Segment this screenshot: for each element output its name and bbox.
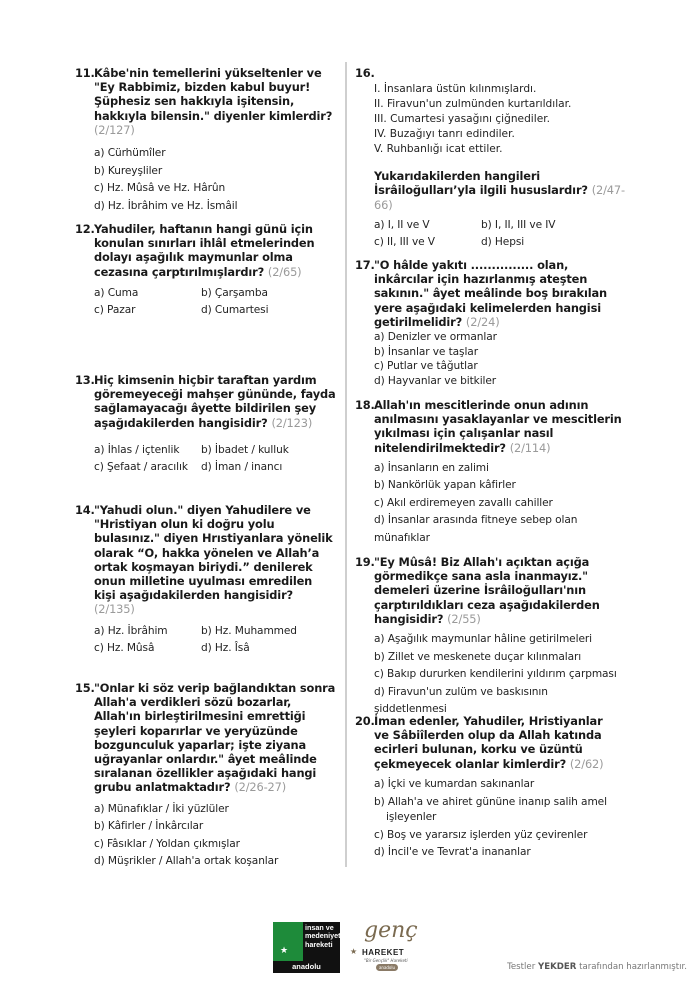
option-a[interactable]: a) Münafıklar / İki yüzlüler — [94, 802, 229, 815]
verse-reference: (2/114) — [509, 440, 551, 455]
verse-reference: (2/127) — [94, 122, 135, 137]
option-d[interactable]: d) Cumartesi — [201, 304, 269, 317]
option-d[interactable]: d) Hepsi — [481, 236, 525, 249]
option-a[interactable]: a) I, II ve V — [374, 218, 430, 231]
option-c[interactable]: c) Fâsıklar / Yoldan çıkmışlar — [94, 837, 240, 850]
question-14 — [75, 503, 337, 658]
credit-line: Testler YEKDER tarafından hazırlanmıştır. — [507, 962, 687, 972]
option-a[interactable]: a) Cürhümîler — [94, 147, 166, 160]
statement-2: II. Firavun'un zulmünden kurtarıldılar. — [374, 98, 572, 111]
option-c[interactable]: c) Boş ve yararsız işlerden yüz çevirenler — [374, 828, 588, 841]
question-15 — [75, 681, 337, 871]
verse-reference: (2/24) — [465, 314, 500, 329]
option-b[interactable]: b) İbadet / kulluk — [201, 443, 289, 456]
option-d[interactable]: d) Hz. Îsâ — [201, 642, 250, 655]
question-text: 19."Ey Mûsâ! Biz Allah'ı açıktan açığa görmedikçe sana asla inanmayız." demeleri üzerine İsrâiloğulları'nın çarptırıldıkları ceza aşağıdakilerden hangisidir? (2/55) — [355, 555, 600, 626]
star-icon: ★ — [350, 947, 358, 956]
option-a[interactable]: a) Denizler ve ormanlar — [374, 331, 497, 344]
option-c[interactable]: c) II, III ve V — [374, 236, 435, 249]
option-c[interactable]: c) Şefaat / aracılık — [94, 461, 188, 474]
question-text: 20.İman edenler, Yahudiler, Hristiyanlar ve Sâbiîlerden olup da Allah katında ecirleri bulunan, korku ve üzüntü çekmeyecek olanlar kimlerdir? (2/62) — [355, 714, 604, 771]
option-a[interactable]: a) Cuma — [94, 286, 139, 299]
option-b[interactable]: b) Zillet ve meskenete duçar kılınmaları — [374, 650, 582, 663]
verse-reference: (2/65) — [267, 264, 302, 279]
star-crescent-icon: ★ — [280, 945, 289, 956]
question-19 — [355, 555, 623, 719]
option-b[interactable]: b) İnsanlar ve taşlar — [374, 345, 478, 358]
question-text: 11.Kâbe'nin temellerini yükseltenler ve "Ey Rabbimiz, bizden kabul buyur! Şüphesiz sen hakkıyla işitensin, hakkıyla bilensin." diyenler kimlerdir? (2/127) — [75, 66, 333, 137]
option-c[interactable]: c) Pazar — [94, 304, 136, 317]
question-text: 13.Hiç kimsenin hiçbir taraftan yardım göremeyeceği mahşer gününde, fayda sağlamayacağı âyette bildirilen şey aşağıdakilerden hangisidir? (2/123) — [75, 373, 336, 430]
option-d[interactable]: d) İnsanlar arasında fitneye sebep olan münafıklar — [374, 514, 578, 544]
option-d[interactable]: d) İncil'e ve Tevrat'a inananlar — [374, 846, 531, 858]
question-text: 18.Allah'ın mescitlerinde onun adının anılmasını yasaklayanlar ve mescitlerin yıkılması için çalışanlar nasıl nitelendirilmektedir? (2/114) — [355, 398, 622, 455]
verse-reference: (2/123) — [271, 415, 313, 430]
option-c[interactable]: c) Hz. Mûsâ ve Hz. Hârûn — [94, 182, 226, 195]
option-a[interactable]: a) Aşağılık maymunlar hâline getirilmeleri — [374, 633, 592, 646]
statement-3: III. Cumartesi yasağını çiğnediler. — [374, 113, 550, 126]
question-text: 12.Yahudiler, haftanın hangi günü için konulan sınırları ihlâl etmelerinden dolayı aşağılık maymunlar olma cezasına çarptırılmışlardır? (2/65) — [75, 222, 315, 279]
option-d[interactable]: d) Müşrikler / Allah'a ortak koşanlar — [94, 855, 279, 868]
option-b[interactable]: b) Hz. Muhammed — [201, 624, 297, 637]
option-d[interactable]: d) İman / inancı — [201, 461, 283, 474]
statement-1: I. İnsanlara üstün kılınmışlardı. — [374, 83, 537, 96]
option-c[interactable]: c) Akıl erdiremeyen zavallı cahiller — [374, 496, 553, 509]
option-a[interactable]: a) İçki ve kumardan sakınanlar — [374, 777, 535, 790]
option-d[interactable]: d) Firavun'un zulüm ve baskısının şiddetlenmesi — [374, 685, 548, 716]
statement-5: V. Ruhbanlığı icat ettiler. — [374, 143, 503, 156]
column-divider — [345, 62, 347, 867]
statement-4: IV. Buzağıyı tanrı edindiler. — [374, 128, 515, 141]
question-11 — [75, 66, 337, 215]
verse-reference: (2/26-27) — [234, 780, 287, 795]
question-16 — [355, 66, 645, 252]
option-b[interactable]: b) Allah'a ve ahiret gününe inanıp salih amel işleyenler — [374, 796, 607, 823]
verse-reference: (2/62) — [569, 756, 604, 771]
verse-reference: (2/55) — [447, 611, 481, 626]
option-b[interactable]: b) Kureyşliler — [94, 164, 163, 177]
option-b[interactable]: b) Çarşamba — [201, 286, 268, 299]
genc-hareket-logo: genç ★ HAREKET "Bir Gençlik" Hareketi anadolu — [350, 918, 418, 970]
option-b[interactable]: b) Kâfirler / İnkârcılar — [94, 820, 204, 833]
ihh-logo: ★ insan ve medeniyet hareketi anadolu — [273, 922, 340, 973]
option-c[interactable]: c) Putlar ve tâğutlar — [374, 360, 478, 373]
option-c[interactable]: c) Hz. Mûsâ — [94, 642, 155, 655]
option-b[interactable]: b) I, II, III ve IV — [481, 218, 556, 231]
option-a[interactable]: a) İhlas / içtenlik — [94, 443, 180, 456]
option-a[interactable]: a) İnsanların en zalimi — [374, 461, 489, 474]
verse-reference: (2/47-66) — [374, 183, 625, 212]
question-18 — [355, 398, 635, 547]
footer-logos — [273, 918, 425, 973]
option-b[interactable]: b) Nankörlük yapan kâfirler — [374, 479, 516, 492]
question-text: 15."Onlar ki söz verip bağlandıktan sonra Allah'a verdikleri sözü bozarlar, Allah'ın birleştirilmesini emrettiği şeyleri koparırlar ve yeryüzünde bozgunculuk yaparlar; işte ziyana uğrayanlar onlardır." âyet meâlinde sıralanan özellikler aşağıdaki hangi grubu anlatmaktadır? (2/26-27) — [75, 681, 336, 795]
question-13 — [75, 373, 337, 477]
question-text: 17."O hâlde yakıtı ............... olan, inkârcılar için hazırlanmış ateşten sakının." âyet meâlinde boş bırakılan yere aşağıdaki kelimelerden hangisi getirilmelidir? (2/24) — [355, 258, 607, 329]
option-d[interactable]: d) Hayvanlar ve bitkiler — [374, 374, 497, 387]
option-d[interactable]: d) Hz. İbrâhim ve Hz. İsmâil — [94, 199, 238, 212]
verse-reference: (2/135) — [94, 602, 135, 617]
option-a[interactable]: a) Hz. İbrâhim — [94, 624, 168, 637]
question-17 — [355, 258, 617, 388]
question-number: 16. — [355, 66, 375, 80]
statement-list — [355, 82, 645, 157]
question-text: Yukarıdakilerden hangileri İsrâiloğulları’yla ilgili hususlardır? (2/47-66) — [374, 169, 625, 212]
option-c[interactable]: c) Bakıp dururken kendilerini yıldırım çarpması — [374, 668, 617, 681]
question-text: 14."Yahudi olun." diyen Yahudilere ve "Hristiyan olun ki doğru yolu bulasınız." diyen Hrıstiyanlara yönelik olarak “O, hakka yönelen ve Allah’a ortak koşmayan biriydi.” denilerek onun milletine uyulması emredilen kişi aşağıdakilerden hangisidir? (2/135) — [75, 503, 333, 617]
question-20 — [355, 714, 617, 862]
question-12 — [75, 222, 337, 320]
